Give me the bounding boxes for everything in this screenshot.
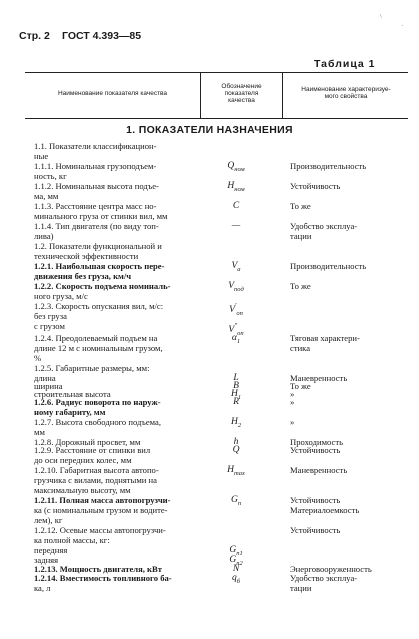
symbol-main: V <box>228 281 235 291</box>
characteristic-property: Удобство эксплуа- <box>290 573 358 583</box>
characteristic-property: Маневренность <box>290 465 348 475</box>
table-row-text: 1.2.12. Осевые массы автопогрузчи- <box>34 525 166 535</box>
symbol-main: B <box>233 381 239 391</box>
symbol-subscript: под <box>234 285 244 293</box>
table-caption: Таблица 1 <box>314 58 376 70</box>
characteristic-property: » <box>290 389 295 399</box>
characteristic-property: Устойчивость <box>290 445 341 455</box>
quality-symbol <box>196 417 276 431</box>
symbol-subscript: б <box>236 577 241 585</box>
quality-symbol <box>196 161 276 175</box>
characteristic-property: Устойчивость <box>290 181 341 191</box>
symbol-subscript: п <box>237 499 242 507</box>
characteristic-property: Маневренность <box>290 373 348 383</box>
section-title: 1. ПОКАЗАТЕЛИ НАЗНАЧЕНИЯ <box>126 124 293 136</box>
table-row-text: 1.2.2. Скорость подъема номиналь- <box>34 281 171 291</box>
symbol-main: N <box>232 564 240 574</box>
symbol-main: h <box>233 437 239 447</box>
page-number: Стр. 2 <box>19 30 50 42</box>
table-row-text: лива) <box>34 231 54 241</box>
characteristic-property: Устойчивость <box>290 495 341 505</box>
symbol-main: α <box>231 333 237 343</box>
symbol-main: R <box>233 397 239 407</box>
corner-mark: . <box>402 22 404 28</box>
quality-symbol <box>196 573 276 587</box>
table-row-text: 1.2. Показатели функциональной и <box>34 241 162 251</box>
characteristic-property: Устойчивость <box>290 525 341 535</box>
symbol-main: H <box>227 181 235 191</box>
table-row-text: ному габариту, мм <box>34 407 106 417</box>
symbol-main: G <box>230 495 238 505</box>
characteristic-property: тации <box>290 583 312 593</box>
table-row-text: технической эффективности <box>34 251 139 261</box>
table-row-text: 1.2.8. Дорожный просвет, мм <box>34 437 141 447</box>
characteristic-property: Удобство эксплуа- <box>290 221 358 231</box>
table-row-text: 1.2.6. Радиус поворота по наруж- <box>34 397 161 407</box>
symbol-main: G <box>229 545 237 555</box>
table-row-text: ность, кг <box>34 171 67 181</box>
column-header-property-line: Наименование характеризуе- <box>301 86 391 93</box>
symbol-subscript: ном <box>234 165 245 173</box>
symbol-subscript: оп <box>237 330 244 338</box>
symbol-subscript: п1 <box>236 549 243 557</box>
table-row-text: 1.2.3. Скорость опускания вил, м/с: <box>34 301 164 311</box>
table-row-text: 1.2.5. Габаритные размеры, мм: <box>34 363 150 373</box>
table-row-text: 1.1.1. Номинальная грузоподъем- <box>34 161 157 171</box>
symbol-superscript: ′ <box>234 302 237 310</box>
symbol-main: H <box>227 465 235 475</box>
column-divider <box>200 72 201 118</box>
characteristic-property: То же <box>290 201 311 211</box>
column-divider <box>282 72 283 118</box>
characteristic-property: Производительность <box>290 261 367 271</box>
symbol-superscript: ″ <box>234 322 238 330</box>
symbol-main: Q <box>227 161 235 171</box>
table-row-text: движения без груза, км/ч <box>34 271 132 281</box>
table-row-text: длине 12 м с номинальным грузом, <box>34 343 163 353</box>
quality-symbol <box>196 397 276 407</box>
quality-symbol <box>196 201 276 211</box>
symbol-subscript: ном <box>234 185 245 193</box>
symbol-main: H <box>230 389 238 399</box>
quality-symbol <box>196 261 276 275</box>
table-row-text: грузчика с вилами, поднятыми на <box>34 475 157 485</box>
table-row-text: длина <box>34 373 56 383</box>
table-row-text: 1.1.3. Расстояние центра масс но- <box>34 201 157 211</box>
quality-symbol <box>196 221 276 231</box>
quality-symbol <box>196 281 276 295</box>
table-row-text: ка полной массы, кг: <box>34 535 110 545</box>
symbol-subscript: 2 <box>237 421 242 429</box>
symbol-subscript: 1 <box>237 393 242 401</box>
column-header-property-line: мого свойства <box>324 93 368 100</box>
table-row-text: 1.2.14. Вместимость топливного ба- <box>34 573 172 583</box>
symbol-main: Q <box>232 445 240 455</box>
characteristic-property: Проходимость <box>290 437 344 447</box>
table-row-text: мм <box>34 427 45 437</box>
characteristic-property: То же <box>290 381 311 391</box>
symbol-subscript: п2 <box>236 559 243 567</box>
table-row-text: ного груза, м/с <box>34 291 88 301</box>
table-row-text: 1.2.7. Высота свободного подъема, <box>34 417 161 427</box>
characteristic-property: Производительность <box>290 161 367 171</box>
symbol-main: C <box>232 201 240 211</box>
table-row-text: ные <box>34 151 49 161</box>
characteristic-property: тации <box>290 231 312 241</box>
column-header-name: Наименование показателя качества <box>57 90 168 97</box>
symbol-main: L <box>233 373 239 383</box>
quality-symbol <box>196 445 276 455</box>
corner-mark: \ <box>380 14 382 20</box>
column-header-symbol-line: Обозначение <box>221 83 262 90</box>
table-row-text: без груза <box>34 311 67 321</box>
symbol-main: V <box>228 325 235 336</box>
standard-number: ГОСТ 4.393—85 <box>62 30 142 42</box>
table-row-text: с грузом <box>34 321 65 331</box>
table-row-text: 1.2.9. Расстояние от спинки вил <box>34 445 151 455</box>
symbol-subscript: max <box>234 469 245 477</box>
symbol-main: G <box>229 555 237 565</box>
symbol-main: q <box>231 573 237 583</box>
symbol-subscript: оп <box>236 310 243 318</box>
characteristic-property: » <box>290 417 295 427</box>
characteristic-property: » <box>290 397 295 407</box>
table-row-text: ка (с номинальным грузом и водите- <box>34 505 168 515</box>
table-row-text: % <box>34 353 42 363</box>
characteristic-property: Материалоемкость <box>290 505 360 515</box>
column-header-property <box>284 86 408 100</box>
quality-symbol <box>196 333 276 347</box>
table-row-text: 1.2.11. Полная масса автопогрузчи- <box>34 495 171 505</box>
table-row-text: 1.2.4. Преодолеваемый подъем на <box>34 333 158 343</box>
table-row-text: 1.1. Показатели классификацион- <box>34 141 157 151</box>
table-row-text: 1.2.13. Мощность двигателя, кВт <box>34 564 162 574</box>
characteristic-property: Энерговооруженность <box>290 564 372 574</box>
characteristic-property: стика <box>290 343 311 353</box>
symbol-main: V <box>229 305 235 316</box>
table-top-rule <box>25 72 408 73</box>
table-row-text: 1.2.10. Габаритная высота автопо- <box>34 465 159 475</box>
table-row-text: минального груза от спинки вил, мм <box>34 211 168 221</box>
column-header-symbol-line: качества <box>228 97 255 104</box>
table-row-text: ка, л <box>34 583 51 593</box>
symbol-main: V <box>231 261 238 271</box>
table-row-text: максимальную высоту, мм <box>34 485 131 495</box>
table-row-text: задняя <box>34 555 59 565</box>
table-row-text: до оси передних колес, мм <box>34 455 132 465</box>
table-row-text: ширина <box>34 381 63 391</box>
column-header-symbol-line: показателя <box>224 90 259 97</box>
table-row-text: 1.2.1. Наибольшая скорость пере- <box>34 261 165 271</box>
symbol-subscript: a <box>237 265 241 273</box>
column-header-symbol <box>202 83 281 104</box>
quality-symbol <box>196 495 276 509</box>
characteristic-property: То же <box>290 281 311 291</box>
table-row-text: ма, мм <box>34 191 59 201</box>
characteristic-property: Тяговая характери- <box>290 333 360 343</box>
quality-symbol <box>196 465 276 479</box>
table-row-text: 1.1.2. Номинальная высота подъе- <box>34 181 159 191</box>
symbol-main: H <box>230 417 238 427</box>
symbol-main: — <box>231 221 241 231</box>
table-header-rule <box>25 118 408 119</box>
symbol-subscript: 1 <box>236 337 241 345</box>
table-row-text: лем), кг <box>34 515 63 525</box>
quality-symbol <box>196 301 276 319</box>
table-row-text: передняя <box>34 545 68 555</box>
table-row-text: 1.1.4. Тип двигателя (по виду топ- <box>34 221 159 231</box>
quality-symbol <box>196 181 276 195</box>
table-row-text: строительная высота <box>34 389 111 399</box>
